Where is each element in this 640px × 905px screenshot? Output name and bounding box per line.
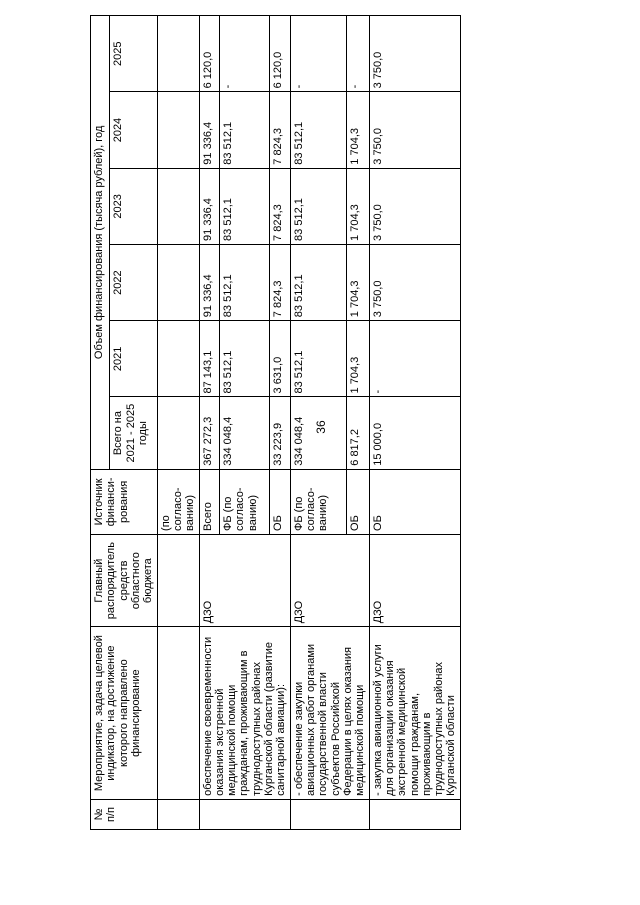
- header-no: № п/п: [91, 799, 158, 829]
- header-manager: Главный распорядитель средств областного бюджета: [91, 534, 158, 626]
- row-event: - закупка авиационной услуги для организации оказания экстренной медицинской помощи гражданам, проживающим в труднодоступных районах Курганской области: [369, 627, 460, 800]
- header-total: Всего на 2021 - 2025 годы: [110, 397, 157, 469]
- header-source: Источник финанси-рования: [91, 469, 158, 534]
- year-cell: 87 143,1: [199, 321, 220, 397]
- row-manager: ДЗО: [290, 534, 369, 626]
- total-cell: 334 048,4: [290, 397, 346, 469]
- year-cell: 83 512,1: [220, 168, 270, 244]
- year-cell: 91 336,4: [199, 244, 220, 320]
- financing-table: [90, 15, 461, 830]
- source-cell: (по согласо-ванию): [157, 469, 199, 534]
- table-row: [369, 16, 460, 830]
- source-cell: ОБ: [369, 469, 460, 534]
- cell: [157, 397, 199, 469]
- table-row: [290, 16, 346, 830]
- year-cell: -: [346, 16, 369, 92]
- table-row: [199, 16, 220, 830]
- header-year: 2023: [110, 168, 157, 244]
- page-number: 36: [314, 420, 328, 434]
- year-cell: 7 824,3: [270, 168, 291, 244]
- cell: [157, 16, 199, 92]
- row-manager: ДЗО: [369, 534, 460, 626]
- row-event: обеспечение своевременности оказания экстренной медицинской помощи гражданам, проживающим в труднодоступных районах Курганской области (развитие санитарной авиации):: [199, 627, 290, 800]
- year-cell: 1 704,3: [346, 321, 369, 397]
- year-cell: 83 512,1: [220, 92, 270, 168]
- table-row: [157, 16, 199, 830]
- year-cell: 83 512,1: [290, 92, 346, 168]
- year-cell: 91 336,4: [199, 92, 220, 168]
- header-year: 2021: [110, 321, 157, 397]
- year-cell: 3 750,0: [369, 92, 460, 168]
- year-cell: 1 704,3: [346, 244, 369, 320]
- rotated-table-wrapper: [90, 15, 630, 830]
- header-volume: Объем финансирования (тысяча рублей), год: [91, 16, 110, 470]
- year-cell: 3 750,0: [369, 16, 460, 92]
- row-no: [199, 799, 290, 829]
- row-no: [290, 799, 369, 829]
- year-cell: 3 750,0: [369, 168, 460, 244]
- year-cell: 83 512,1: [220, 244, 270, 320]
- source-cell: ОБ: [346, 469, 369, 534]
- year-cell: 3 631,0: [270, 321, 291, 397]
- year-cell: 91 336,4: [199, 168, 220, 244]
- year-cell: 7 824,3: [270, 92, 291, 168]
- year-cell: 83 512,1: [290, 168, 346, 244]
- cell: [157, 627, 199, 800]
- cell: [157, 534, 199, 626]
- year-cell: -: [369, 321, 460, 397]
- header-year: 2025: [110, 16, 157, 92]
- year-cell: -: [290, 16, 346, 92]
- cell: [157, 321, 199, 397]
- cell: [157, 92, 199, 168]
- header-event: Мероприятие, задача целевой индикатор, на достижение которого направлено финансирование: [91, 627, 158, 800]
- year-cell: 1 704,3: [346, 92, 369, 168]
- year-cell: 6 120,0: [270, 16, 291, 92]
- source-cell: ОБ: [270, 469, 291, 534]
- source-cell: ФБ (по согласо-ванию): [220, 469, 270, 534]
- header-year: 2024: [110, 92, 157, 168]
- total-cell: 6 817,2: [346, 397, 369, 469]
- year-cell: 6 120,0: [199, 16, 220, 92]
- year-cell: 83 512,1: [290, 244, 346, 320]
- cell: [157, 168, 199, 244]
- year-cell: 7 824,3: [270, 244, 291, 320]
- total-cell: 367 272,3: [199, 397, 220, 469]
- header-year: 2022: [110, 244, 157, 320]
- source-cell: ФБ (по согласо-ванию): [290, 469, 346, 534]
- year-cell: 1 704,3: [346, 168, 369, 244]
- row-no: [369, 799, 460, 829]
- total-cell: 33 223,9: [270, 397, 291, 469]
- total-cell: 15 000,0: [369, 397, 460, 469]
- year-cell: 83 512,1: [290, 321, 346, 397]
- source-cell: Всего: [199, 469, 220, 534]
- row-manager: ДЗО: [199, 534, 290, 626]
- cell: [157, 244, 199, 320]
- year-cell: 3 750,0: [369, 244, 460, 320]
- row-event: - обеспечение закупки авиационных работ органами государственной власти субъектов Российской Федерации в целях оказания медицинской помощи: [290, 627, 369, 800]
- total-cell: 334 048,4: [220, 397, 270, 469]
- year-cell: 83 512,1: [220, 321, 270, 397]
- cell: [157, 799, 199, 829]
- year-cell: -: [220, 16, 270, 92]
